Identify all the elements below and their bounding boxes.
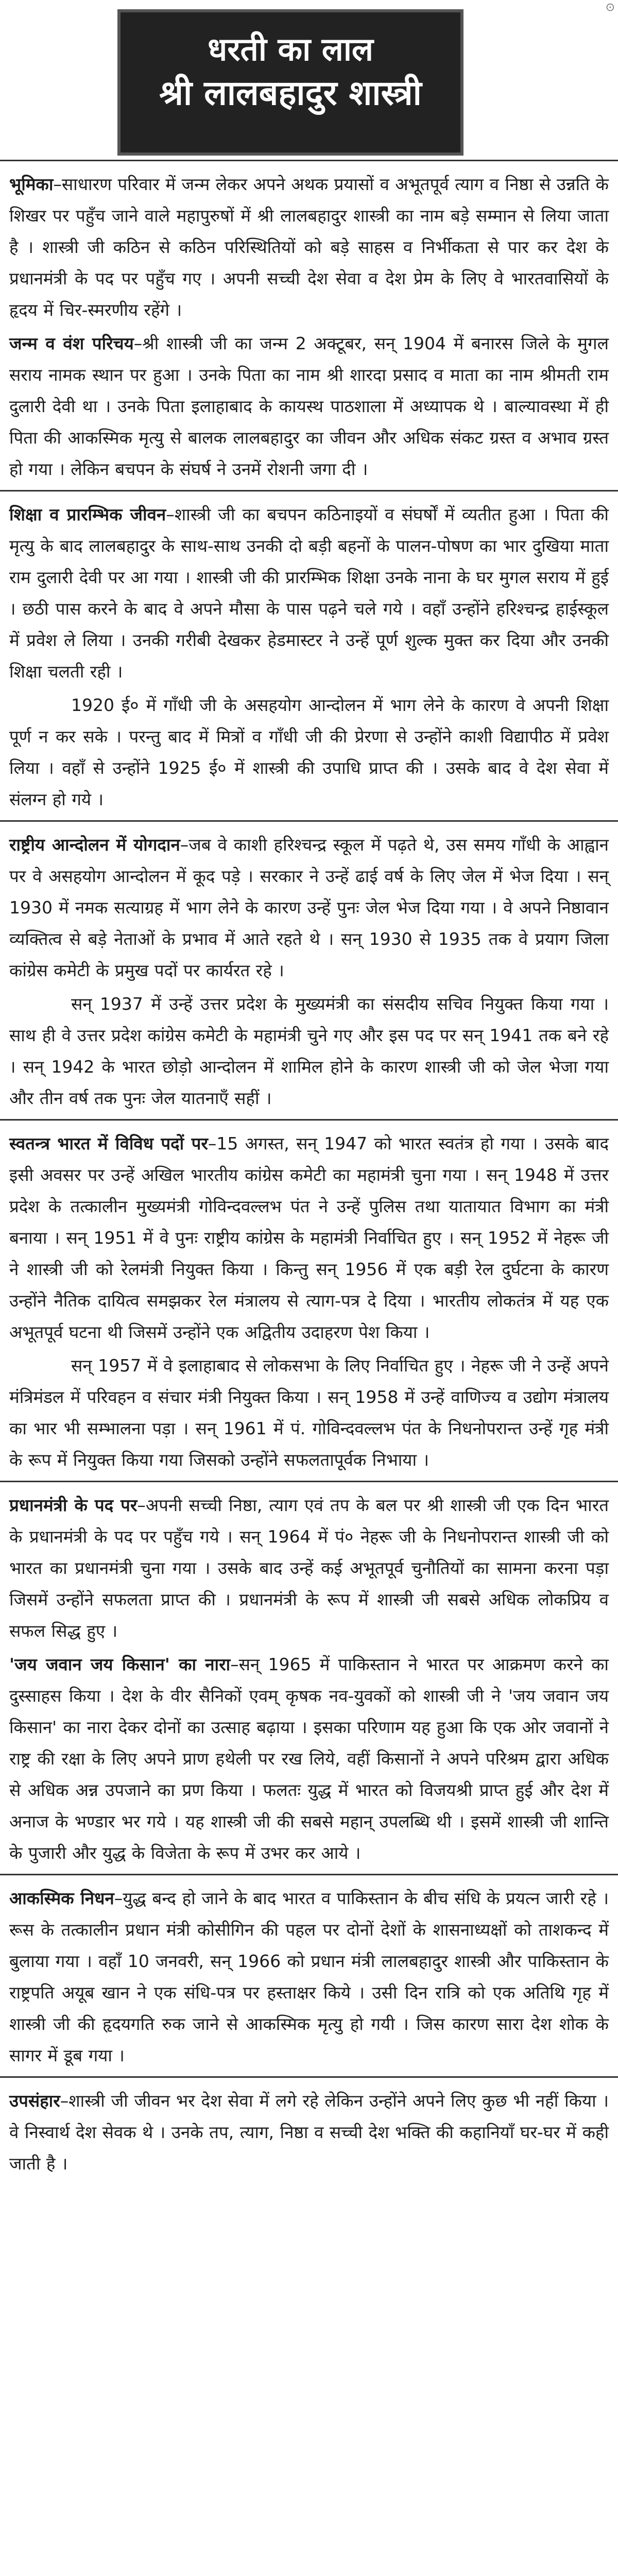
essay-paragraph <box>9 689 609 815</box>
paragraph-text: –जब वे काशी हरिश्चन्द्र स्कूल में पढ़ते थे, उस समय गाँधी के आह्वान पर वे असहयोग आन्दोलन में कूद पड़े । सरकार ने उन्हें ढाई वर्ष के लिए जेल में भेज दिया । सन् 1930 में नमक सत्याग्रह में भाग लेने के कारण उन्हें पुनः जेल भेज दिया गया । वे अपने निष्ठावान व्यक्तित्व से बड़े नेताओं के प्रभाव में आते रहते थे । सन् 1930 से 1935 तक वे प्रयाग जिला कांग्रेस कमेटी के प्रमुख पदों पर कार्यरत रहे । <box>9 835 609 980</box>
paragraph-heading: शिक्षा व प्रारम्भिक जीवन <box>9 504 166 524</box>
essay-section <box>0 1119 618 1481</box>
essay-paragraph <box>9 988 609 1114</box>
essay-section <box>0 160 618 490</box>
essay-section <box>0 490 618 820</box>
essay-paragraph <box>9 829 609 986</box>
paragraph-heading: राष्ट्रीय आन्दोलन में योगदान <box>9 835 180 855</box>
paragraph-text: –साधारण परिवार में जन्म लेकर अपने अथक प्रयासों व अभूतपूर्व त्याग व निष्ठा से उन्नति के शिखर पर पहुँच जाने वाले महापुरुषों में श्री लालबहादुर शास्त्री का नाम बड़े सम्मान से लिया जाता है । शास्त्री जी कठिन से कठिन परिस्थितियों को बड़े साहस व निर्भीकता से पार कर देश के प्रधानमंत्री के पद पर पहुँच गए । अपनी सच्ची देश सेवा व देश प्रेम के लिए वे भारतवासियों के हृदय में चिर-स्मरणीय रहेंगे । <box>9 174 609 320</box>
essay-paragraph <box>9 328 609 485</box>
title-banner <box>117 9 464 156</box>
essay-paragraph <box>9 1128 609 1348</box>
paragraph-text: –15 अगस्त, सन् 1947 को भारत स्वतंत्र हो गया । उसके बाद इसी अवसर पर उन्हें अखिल भारतीय कांग्रेस कमेटी का महामंत्री चुना गया । सन् 1948 में उत्तर प्रदेश के तत्कालीन मुख्यमंत्री गोविन्दवल्लभ पंत ने उन्हें पुलिस तथा यातायात विभाग का मंत्री बनाया । सन् 1951 में वे पुनः राष्ट्रीय कांग्रेस के महामंत्री निर्वाचित हुए । सन् 1952 में नेहरू जी ने शास्त्री जी को रेलमंत्री नियुक्त किया । किन्तु सन् 1956 में एक बड़ी रेल दुर्घटना के कारण उन्होंने नैतिक दायित्व समझकर रेल मंत्रालय से त्याग-पत्र दे दिया । भारतीय लोकतंत्र में यह एक अभूतपूर्व घटना थी जिसमें उन्होंने एक अद्वितीय उदाहरण पेश किया । <box>9 1133 609 1342</box>
paragraph-text: सन् 1957 में वे इलाहाबाद से लोकसभा के लिए निर्वाचित हुए । नेहरू जी ने उन्हें अपने मंत्रिमंडल में परिवहन व संचार मंत्री नियुक्त किया । सन् 1958 में उन्हें वाणिज्य व उद्योग मंत्रालय का भार भी सम्भालना पड़ा । सन् 1961 में पं. गोविन्दवल्लभ पंत के निधनोपरान्त उन्हें गृह मंत्री के रूप में नियुक्त किया गया जिसको उन्होंने सफलतापूर्वक निभाया । <box>9 1355 609 1470</box>
paragraph-text: –श्री शास्त्री जी का जन्म 2 अक्टूबर, सन् 1904 में बनारस जिले के मुगल सराय नामक स्थान पर हुआ । उनके पिता का नाम श्री शारदा प्रसाद व माता का नाम श्रीमती राम दुलारी देवी था । उनके पिता इलाहाबाद के कायस्थ पाठशाला में अध्यापक थे । बाल्यावस्था में ही पिता की आकस्मिक मृत्यु से बालक लालबहादुर का जीवन और अधिक संकट ग्रस्त व अभाव ग्रस्त हो गया । लेकिन बचपन के संघर्ष ने उनमें रोशनी जगा दी । <box>9 333 609 479</box>
essay-paragraph <box>9 1350 609 1476</box>
paragraph-text: –अपनी सच्ची निष्ठा, त्याग एवं तप के बल पर श्री शास्त्री जी एक दिन भारत के प्रधानमंत्री के पद पर पहुँच गये । सन् 1964 में पं० नेहरू जी के निधनोपरान्त शास्त्री जी को भारत का प्रधानमंत्री चुना गया । उसके बाद उन्हें कई अभूतपूर्व चुनौतियों का सामना करना पड़ा जिसमें उन्होंने सफलता प्राप्त की । प्रधानमंत्री के रूप में शास्त्री जी सबसे अधिक लोकप्रिय व सफल सिद्ध हुए । <box>9 1495 609 1641</box>
essay-section <box>0 2076 618 2184</box>
paragraph-text: –युद्ध बन्द हो जाने के बाद भारत व पाकिस्तान के बीच संधि के प्रयत्न जारी रहे । रूस के तत्कालीन प्रधान मंत्री कोसीगिन की पहल पर दोनों देशों के शासनाध्यक्षों को ताशकन्द में बुलाया गया । वहाँ 10 जनवरी, सन् 1966 को प्रधान मंत्री लालबहादुर शास्त्री और पाकिस्तान के राष्ट्रपति अयूब खान ने एक संधि-पत्र पर हस्ताक्षर किये । उसी दिन रात्रि को एक अतिथि गृह में शास्त्री जी की हृदयगति रुक जाने से आकस्मिक मृत्यु हो गयी । जिस कारण सारा देश शोक के सागर में डूब गया । <box>9 1888 609 2065</box>
essay-paragraph <box>9 1649 609 1869</box>
essay-section <box>0 820 618 1119</box>
paragraph-heading: उपसंहार <box>9 2091 60 2111</box>
essay-paragraph <box>9 168 609 326</box>
paragraph-text: –सन् 1965 में पाकिस्तान ने भारत पर आक्रमण करने का दुस्साहस किया । देश के वीर सैनिकों एवम् कृषक नव-युवकों को शास्त्री जी ने 'जय जवान जय किसान' का नारा देकर दोनों का उत्साह बढ़ाया । इसका परिणाम यह हुआ कि एक ओर जवानों ने राष्ट्र की रक्षा के लिए अपने प्राण हथेली पर रख लिये, वहीं किसानों ने अपने परिश्रम द्वारा अधिक से अधिक अन्न उपजाने का प्रण किया । फलतः युद्ध में भारत को विजयश्री प्राप्त हुई और देश में अनाज के भण्डार भर गये । यह शास्त्री जी की सबसे महान् उपलब्धि थी । इसमें शास्त्री जी शान्ति के पुजारी और युद्ध के विजेता के रूप में उभर कर आये । <box>9 1654 609 1863</box>
paragraph-heading: भूमिका <box>9 174 54 194</box>
title-line-2: श्री लालबहादुर शास्त्री <box>159 73 422 113</box>
title-line-1: धरती का लाल <box>208 30 373 68</box>
paragraph-heading: प्रधानमंत्री के पद पर <box>9 1495 138 1515</box>
paragraph-text: –शास्त्री जी का बचपन कठिनाइयों व संघर्षों में व्यतीत हुआ । पिता की मृत्यु के बाद लालबहादुर के साथ-साथ उनकी दो बड़ी बहनों के पालन-पोषण का भार दुखिया माता राम दुलारी देवी पर आ गया । शास्त्री जी की प्रारम्भिक शिक्षा उनके नाना के घर मुगल सराय में हुई । छठी पास करने के बाद वे अपने मौसा के पास पढ़ने चले गये । वहाँ उन्होंने हरिश्चन्द्र हाईस्कूल में प्रवेश ले लिया । उनकी गरीबी देखकर हेडमास्टर ने उन्हें पूर्ण शुल्क मुक्त कर दिया और उनकी शिक्षा चलती रही । <box>9 504 609 682</box>
paragraph-text: सन् 1937 में उन्हें उत्तर प्रदेश के मुख्यमंत्री का संसदीय सचिव नियुक्त किया गया । साथ ही वे उत्तर प्रदेश कांग्रेस कमेटी के महामंत्री चुने गए और इस पद पर सन् 1941 तक बने रहे । सन् 1942 के भारत छोड़ो आन्दोलन में शामिल होने के कारण शास्त्री जी को जेल भेजा गया और तीन वर्ष तक पुनः जेल यातनाएँ सहीं । <box>9 994 609 1108</box>
essay-paragraph <box>9 1883 609 2071</box>
essay-section <box>0 1481 618 1874</box>
corner-mark: ⊙ <box>605 1 615 14</box>
essay-section <box>0 1874 618 2076</box>
essay-paragraph <box>9 499 609 687</box>
essay-paragraph <box>9 1489 609 1647</box>
paragraph-heading: 'जय जवान जय किसान' का नारा <box>9 1654 231 1674</box>
paragraph-heading: आकस्मिक निधन <box>9 1888 114 1908</box>
essay-content <box>0 160 618 2184</box>
paragraph-text: 1920 ई० में गाँधी जी के असहयोग आन्दोलन में भाग लेने के कारण वे अपनी शिक्षा पूर्ण न कर सके । परन्तु बाद में मित्रों व गाँधी जी की प्रेरणा से उन्होंने काशी विद्यापीठ में प्रवेश लिया । वहाँ से उन्होंने 1925 ई० में शास्त्री की उपाधि प्राप्त की । उसके बाद वे देश सेवा में संलग्न हो गये । <box>9 695 609 809</box>
paragraph-text: –शास्त्री जी जीवन भर देश सेवा में लगे रहे लेकिन उन्होंने अपने लिए कुछ भी नहीं किया । वे निस्वार्थ देश सेवक थे । उनके तप, त्याग, निष्ठा व सच्ची देश भक्ति की कहानियाँ घर-घर में कही जाती है । <box>9 2091 609 2174</box>
essay-paragraph <box>9 2085 609 2179</box>
paragraph-heading: जन्म व वंश परिचय <box>9 333 134 353</box>
paragraph-heading: स्वतन्त्र भारत में विविध पदों पर <box>9 1133 208 1154</box>
